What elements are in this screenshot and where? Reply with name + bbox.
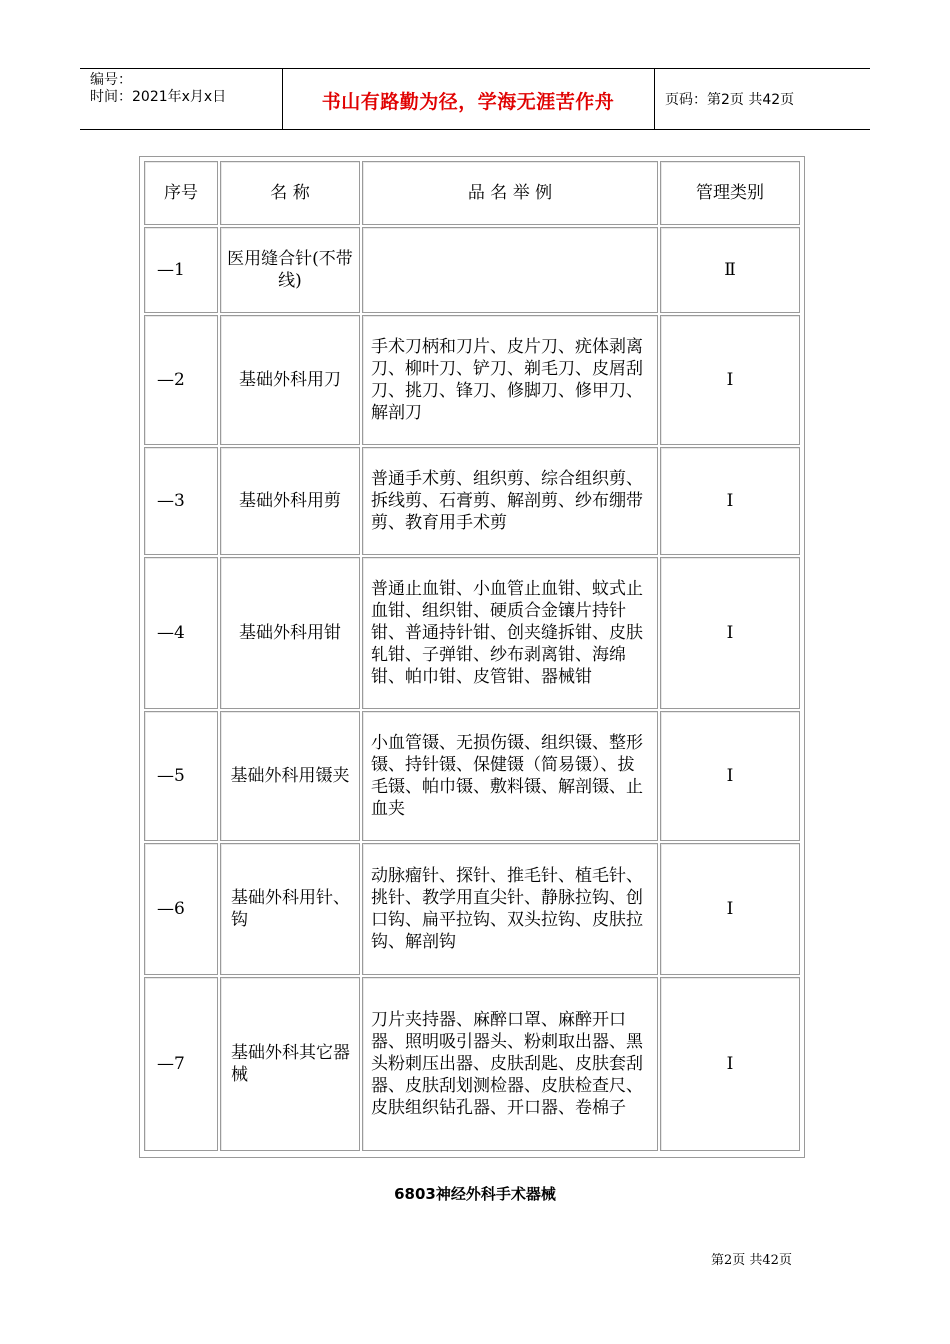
column-header-examples: 品 名 举 例 — [362, 161, 658, 225]
table-row-num: —1 — [144, 227, 218, 313]
table-row-category: Ⅰ — [660, 557, 800, 709]
page-info: 页码：第2页 共42页 — [665, 92, 795, 108]
table-row-category: Ⅱ — [660, 227, 800, 313]
table-row-name: 基础外科其它器械 — [220, 977, 360, 1151]
table-row-name: 基础外科用镊夹 — [220, 711, 360, 841]
motto: 书山有路勤为径，学海无涯苦作舟 — [321, 91, 615, 113]
column-header-num: 序号 — [144, 161, 218, 225]
table-row-name: 基础外科用针、钩 — [220, 843, 360, 975]
column-header-name: 名 称 — [220, 161, 360, 225]
table-row-name: 医用缝合针(不带线) — [220, 227, 360, 313]
header-meta — [80, 69, 283, 129]
number-label: 编号： — [90, 72, 132, 88]
table-row-name: 基础外科用剪 — [220, 447, 360, 555]
table-row-examples: 小血管镊、无损伤镊、组织镊、整形镊、持针镊、保健镊（简易镊）、拔毛镊、帕巾镊、敷料镊、解剖镊、止血夹 — [362, 711, 658, 841]
time-label: 时间：2021年x月x日 — [90, 89, 227, 105]
page-footer: 第2页 共42页 — [711, 1253, 792, 1268]
table-row-examples: 动脉瘤针、探针、推毛针、植毛针、挑针、教学用直尖针、静脉拉钩、创口钩、扁平拉钩、双头拉钩、皮肤拉钩、解剖钩 — [362, 843, 658, 975]
table-row-examples: 普通止血钳、小血管止血钳、蚊式止血钳、组织钳、硬质合金镶片持针钳、普通持针钳、创夹缝拆钳、皮肤轧钳、子弹钳、纱布剥离钳、海绵钳、帕巾钳、皮管钳、器械钳 — [362, 557, 658, 709]
page-header — [80, 68, 870, 130]
section-title: 6803神经外科手术器械 — [394, 1185, 556, 1203]
device-table — [139, 156, 805, 1158]
table-row-category: Ⅰ — [660, 447, 800, 555]
table-row-name: 基础外科用钳 — [220, 557, 360, 709]
table-row-examples: 普通手术剪、组织剪、综合组织剪、拆线剪、石膏剪、解剖剪、纱布绷带剪、教育用手术剪 — [362, 447, 658, 555]
header-motto-cell — [282, 69, 655, 129]
table-row-num: —5 — [144, 711, 218, 841]
table-row-examples — [362, 227, 658, 313]
column-header-category: 管理类别 — [660, 161, 800, 225]
table-row-num: —7 — [144, 977, 218, 1151]
table-row-category: Ⅰ — [660, 315, 800, 445]
table-row-num: —4 — [144, 557, 218, 709]
table-row-num: —6 — [144, 843, 218, 975]
header-page-cell — [655, 69, 870, 129]
table-row-examples: 手术刀柄和刀片、皮片刀、疣体剥离刀、柳叶刀、铲刀、剃毛刀、皮屑刮刀、挑刀、锋刀、修脚刀、修甲刀、解剖刀 — [362, 315, 658, 445]
table-row-examples: 刀片夹持器、麻醉口罩、麻醉开口器、照明吸引器头、粉刺取出器、黑头粉刺压出器、皮肤刮匙、皮肤套刮器、皮肤刮划测检器、皮肤检查尺、皮肤组织钻孔器、开口器、卷棉子 — [362, 977, 658, 1151]
table-row-category: Ⅰ — [660, 711, 800, 841]
table-row-num: —2 — [144, 315, 218, 445]
table-row-num: —3 — [144, 447, 218, 555]
table-row-name: 基础外科用刀 — [220, 315, 360, 445]
table-row-category: Ⅰ — [660, 843, 800, 975]
table-row-category: Ⅰ — [660, 977, 800, 1151]
